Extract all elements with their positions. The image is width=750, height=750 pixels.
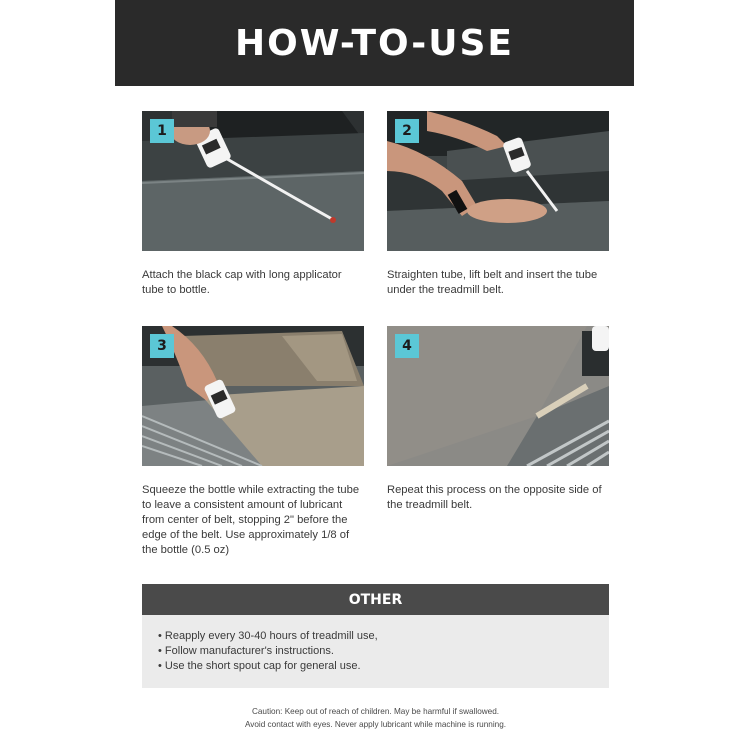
list-item: • Reapply every 30-40 hours of treadmill use,: [158, 629, 609, 644]
list-item: • Follow manufacturer's instructions.: [158, 644, 609, 659]
step-3: [142, 326, 364, 558]
step-3-caption: Squeeze the bottle while extracting the tube to leave a consistent amount of lubricant from center of belt, stopping 2" before the edge of the belt. Use approximately 1/8 of the bottle (0.5 oz): [142, 484, 360, 556]
caution-line-2: Avoid contact with eyes. Never apply lubricant while machine is running.: [244, 720, 507, 729]
step-4: [387, 326, 609, 513]
step-2: [387, 111, 609, 298]
other-section-title: OTHER: [142, 584, 609, 615]
other-list: [142, 615, 609, 674]
header-banner: [115, 0, 634, 86]
step-1-caption: Attach the black cap with long applicator tube to bottle.: [142, 269, 342, 296]
step-1-illustration: [142, 111, 364, 251]
step-number-badge: 2: [395, 119, 419, 143]
caution-note: [142, 705, 609, 731]
step-4-caption: Repeat this process on the opposite side of the treadmill belt.: [387, 484, 602, 511]
step-2-caption: Straighten tube, lift belt and insert the tube under the treadmill belt.: [387, 269, 598, 296]
step-3-photo: [142, 326, 364, 466]
step-4-photo: [387, 326, 609, 466]
step-2-illustration: [387, 111, 609, 251]
step-number-badge: 1: [150, 119, 174, 143]
list-item: • Use the short spout cap for general use.: [158, 659, 609, 674]
step-number-badge: 4: [395, 334, 419, 358]
step-4-illustration: [387, 326, 609, 466]
page-title: HOW-TO-USE: [235, 22, 514, 64]
other-section-body: [142, 615, 609, 688]
step-1: [142, 111, 364, 298]
step-number-badge: 3: [150, 334, 174, 358]
step-1-photo: [142, 111, 364, 251]
step-3-illustration: [142, 326, 364, 466]
step-2-photo: [387, 111, 609, 251]
caution-line-1: Caution: Keep out of reach of children. May be harmful if swallowed.: [251, 707, 500, 716]
